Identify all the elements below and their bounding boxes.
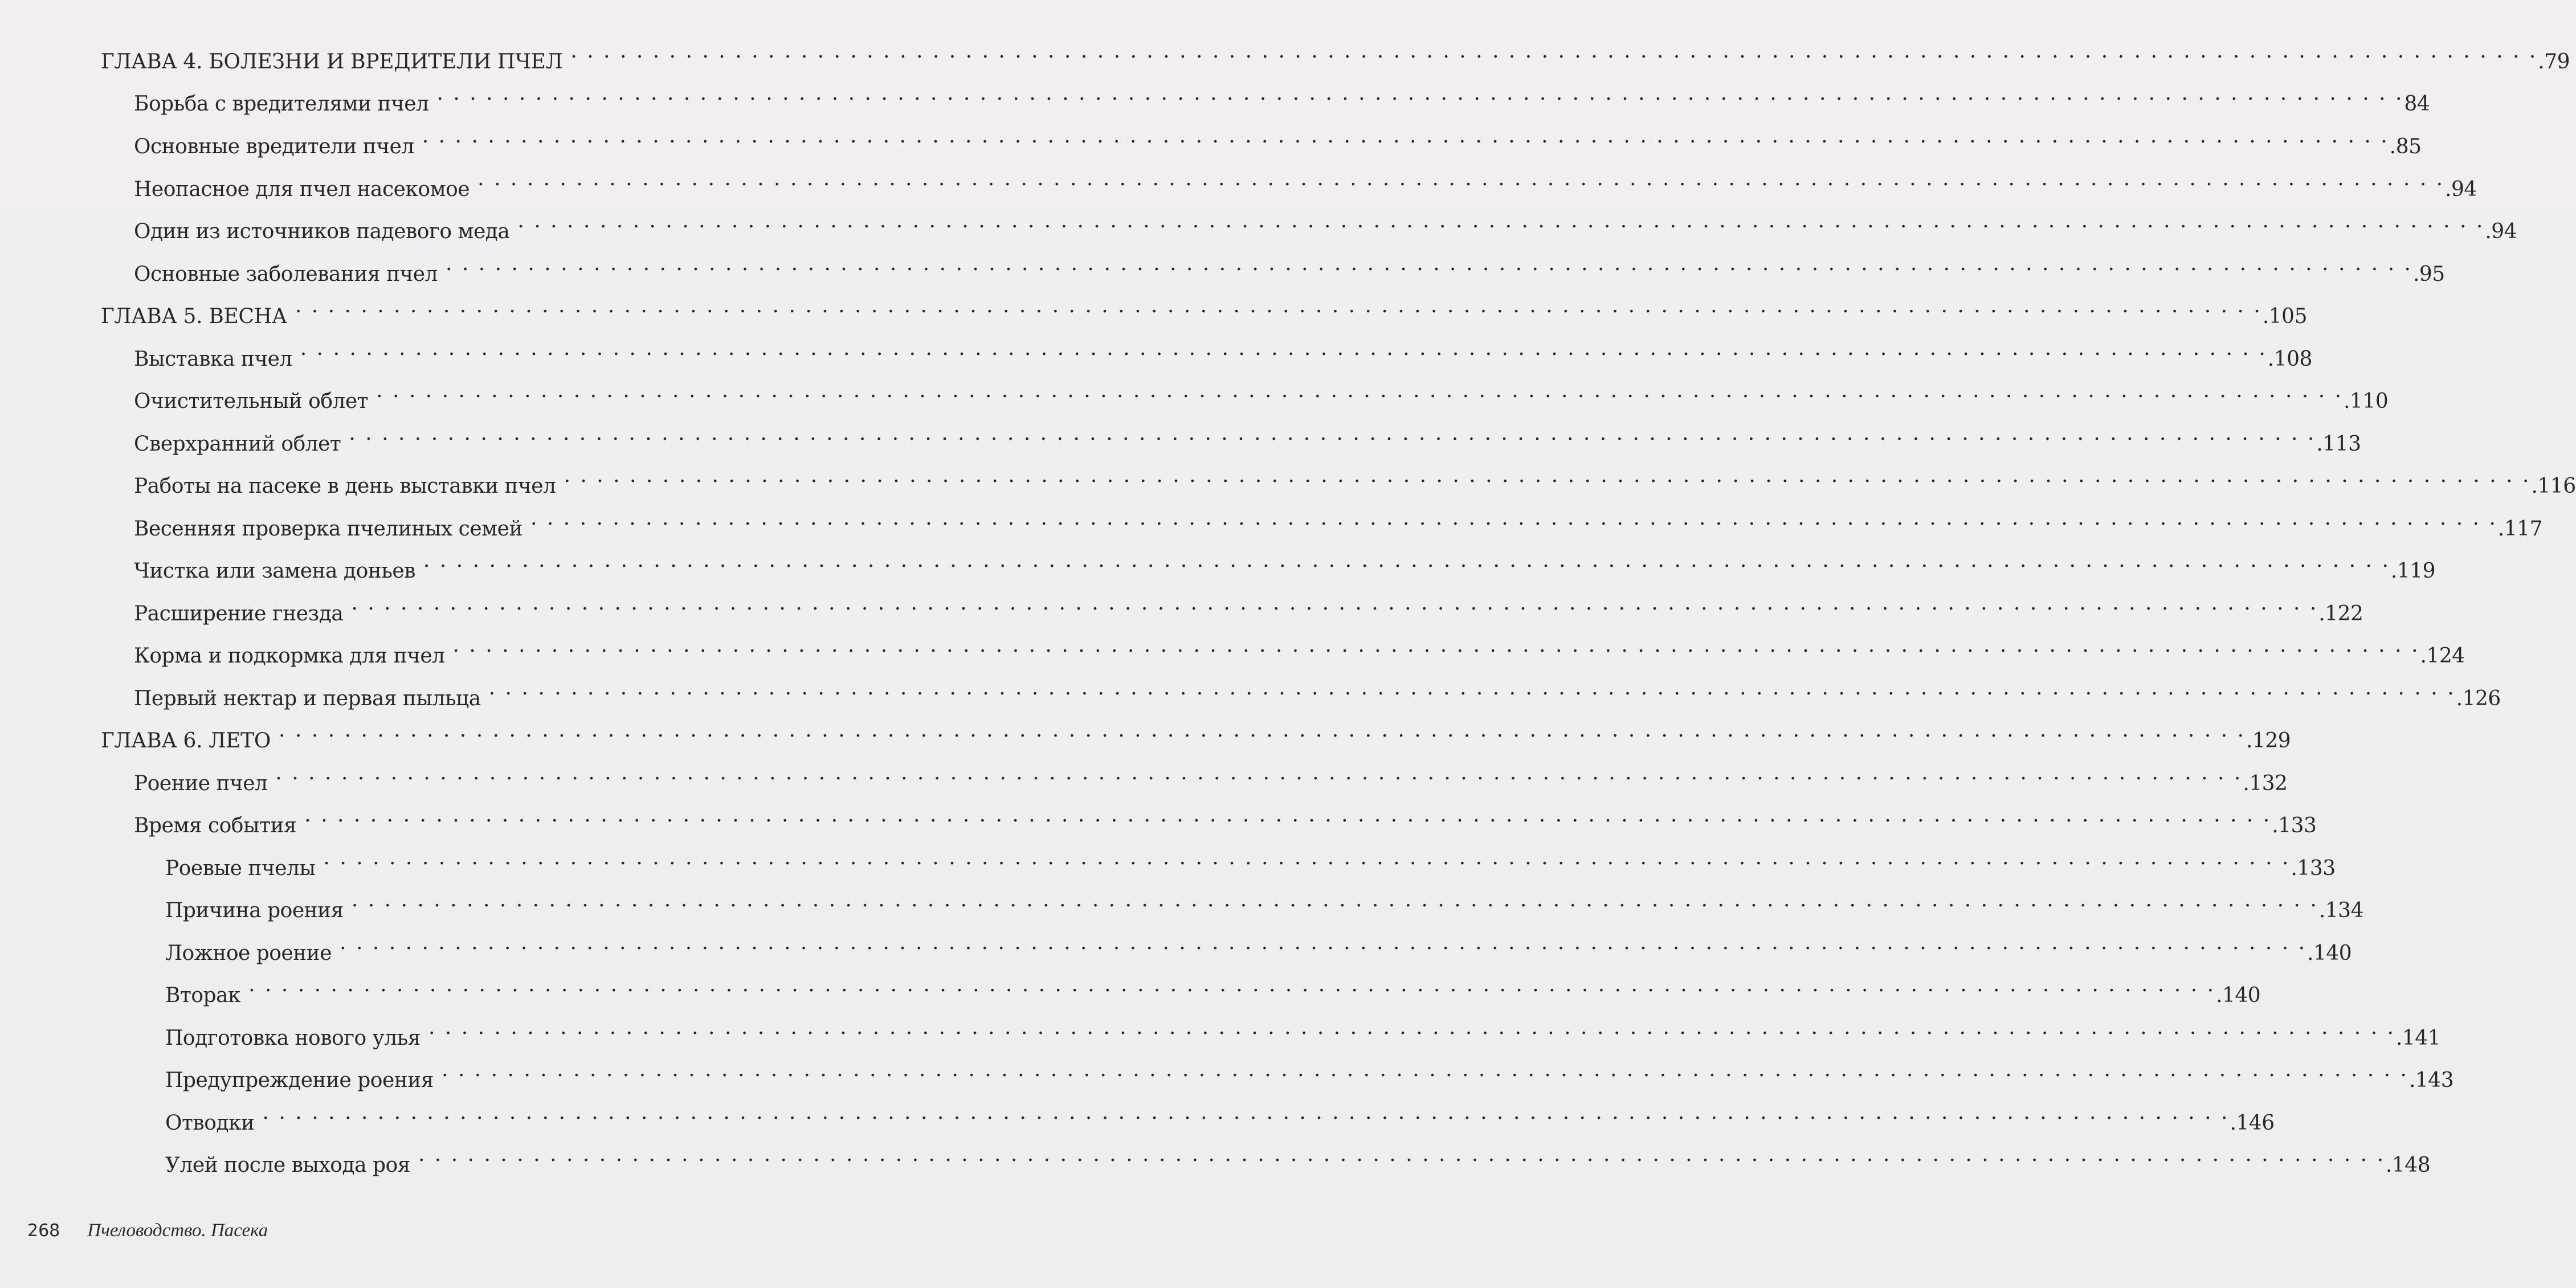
- toc-entry-title: Выставка пчел: [134, 347, 292, 371]
- toc-entry-title: Очистительный облет: [134, 390, 369, 413]
- toc-entry-page: .95: [2412, 263, 2445, 286]
- toc-entry-title: Предупреждение роения: [165, 1069, 434, 1092]
- running-title: Пчеловодство. Пасека: [87, 1220, 268, 1241]
- toc-entry-page: 84: [2404, 92, 2430, 116]
- toc-entry[interactable]: [0, 374, 2389, 413]
- toc-entry-title: Подготовка нового улья: [165, 1027, 421, 1050]
- dot-leader: [422, 119, 2387, 164]
- toc-entry[interactable]: [0, 1053, 2454, 1092]
- toc-entry-title: Основные заболевания пчел: [134, 263, 438, 286]
- toc-chapter-4[interactable]: [0, 34, 2570, 73]
- toc-entry-page: .140: [2216, 984, 2261, 1007]
- toc-entry-page: .94: [2485, 220, 2517, 243]
- toc-entry-page: .134: [2318, 899, 2363, 922]
- toc-entry-title: Роение пчел: [134, 772, 268, 795]
- toc-entry[interactable]: [0, 332, 2312, 371]
- toc-entry-page: .140: [2307, 942, 2352, 965]
- toc-entry-page: .133: [2291, 857, 2336, 880]
- toc-entry-page: .117: [2497, 517, 2543, 541]
- dot-leader: [304, 798, 2269, 843]
- dot-leader: [530, 501, 2496, 546]
- dot-leader: [376, 374, 2341, 419]
- dot-leader: [436, 76, 2402, 121]
- toc-entry-title: Один из источников падевого меда: [134, 220, 510, 243]
- dot-leader: [489, 671, 2454, 716]
- toc-entry[interactable]: [0, 883, 2363, 922]
- page-footer: [27, 1220, 268, 1241]
- toc-entry-title: Первый нектар и первая пыльца: [134, 687, 481, 710]
- toc-entry[interactable]: [0, 628, 2465, 668]
- toc-entry[interactable]: [0, 756, 2288, 795]
- toc-entry-page: .110: [2344, 390, 2389, 413]
- dot-leader: [453, 628, 2418, 673]
- dot-leader: [517, 204, 2483, 249]
- dot-leader: [423, 543, 2389, 588]
- toc-entry[interactable]: [0, 671, 2501, 710]
- dot-leader: [442, 1053, 2407, 1098]
- toc-entry-page: .85: [2389, 135, 2422, 158]
- toc-entry-page: .105: [2262, 305, 2307, 328]
- toc-entry-title: ГЛАВА 5. ВЕСНА: [101, 305, 287, 328]
- toc-entry-title: Корма и подкормка для пчел: [134, 644, 445, 668]
- toc-entry-title: Борьба с вредителями пчел: [134, 92, 429, 116]
- toc-entry[interactable]: [0, 926, 2352, 965]
- toc-entry-title: Улей после выхода роя: [165, 1154, 410, 1177]
- toc-entry-title: Роевые пчелы: [165, 857, 316, 880]
- toc-entry[interactable]: [0, 586, 2363, 625]
- toc-chapter-5[interactable]: [0, 289, 2307, 328]
- dot-leader: [295, 289, 2260, 334]
- dot-leader: [351, 586, 2316, 631]
- toc-entry-title: Вторак: [165, 984, 241, 1007]
- toc-entry-page: .122: [2318, 602, 2363, 625]
- toc-entry-title: Сверхранний облет: [134, 432, 341, 456]
- dot-leader: [477, 162, 2443, 207]
- toc-entry[interactable]: [0, 459, 2576, 498]
- toc-entry-page: .133: [2272, 814, 2317, 837]
- toc-entry[interactable]: [0, 841, 2336, 880]
- toc-entry-page: .113: [2316, 432, 2361, 456]
- toc-entry-page: .143: [2408, 1069, 2454, 1092]
- toc-entry-title: Причина роения: [165, 899, 344, 922]
- dot-leader: [418, 1138, 2383, 1183]
- toc-entry[interactable]: [0, 119, 2422, 158]
- toc-entry-page: .129: [2246, 729, 2291, 753]
- dot-leader: [263, 1095, 2228, 1140]
- toc-entry-title: Неопасное для пчел насекомое: [134, 178, 470, 201]
- toc-entry-page: .146: [2230, 1111, 2275, 1135]
- toc-chapter-6[interactable]: [0, 713, 2291, 753]
- dot-leader: [352, 883, 2317, 928]
- toc-entry[interactable]: [0, 162, 2477, 201]
- dot-leader: [564, 459, 2529, 504]
- toc-entry-title: Ложное роение: [165, 942, 332, 965]
- dot-leader: [324, 841, 2289, 886]
- toc-entry-title: ГЛАВА 4. БОЛЕЗНИ И ВРЕДИТЕЛИ ПЧЕЛ: [101, 50, 563, 73]
- page-number: 268: [27, 1221, 60, 1241]
- toc-entry[interactable]: [0, 501, 2543, 541]
- toc-entry-title: Время события: [134, 814, 297, 837]
- toc-entry-page: .132: [2243, 772, 2288, 795]
- dot-leader: [248, 968, 2214, 1013]
- toc-entry[interactable]: [0, 1138, 2431, 1177]
- toc-entry[interactable]: [0, 1095, 2275, 1135]
- dot-leader: [349, 416, 2314, 461]
- toc-entry-page: .94: [2445, 178, 2477, 201]
- toc-entry[interactable]: [0, 968, 2261, 1007]
- toc-entry-page: .124: [2420, 644, 2465, 668]
- toc-entry-title: ГЛАВА 6. ЛЕТО: [101, 729, 271, 753]
- toc-entry[interactable]: [0, 204, 2517, 243]
- toc-entry-title: Отводки: [165, 1111, 255, 1135]
- dot-leader: [275, 756, 2240, 801]
- toc-entry[interactable]: [0, 1011, 2441, 1050]
- toc-entry[interactable]: [0, 247, 2445, 286]
- toc-entry-title: Расширение гнезда: [134, 602, 344, 625]
- dot-leader: [428, 1011, 2394, 1056]
- toc-entry-page: .141: [2395, 1027, 2441, 1050]
- toc-entry-page: .79: [2538, 50, 2570, 73]
- toc-entry-page: .126: [2456, 687, 2501, 710]
- toc-entry[interactable]: [0, 798, 2317, 837]
- dot-leader: [279, 713, 2244, 758]
- toc-entry[interactable]: [0, 543, 2436, 583]
- toc-entry-title: Основные вредители пчел: [134, 135, 414, 158]
- toc-entry[interactable]: [0, 76, 2430, 116]
- dot-leader: [300, 332, 2265, 377]
- toc-entry-title: Работы на пасеке в день выставки пчел: [134, 475, 556, 498]
- toc-entry-page: .119: [2390, 559, 2436, 583]
- dot-leader: [570, 34, 2536, 79]
- toc-entry-page: .108: [2267, 347, 2312, 371]
- dot-leader: [446, 247, 2411, 292]
- dot-leader: [340, 926, 2305, 971]
- toc-entry-page: .148: [2385, 1154, 2431, 1177]
- toc-entry[interactable]: [0, 416, 2361, 456]
- toc-entry-page: .116: [2531, 475, 2576, 498]
- toc-entry-title: Чистка или замена доньев: [134, 559, 415, 583]
- toc-entry-title: Весенняя проверка пчелиных семей: [134, 517, 522, 541]
